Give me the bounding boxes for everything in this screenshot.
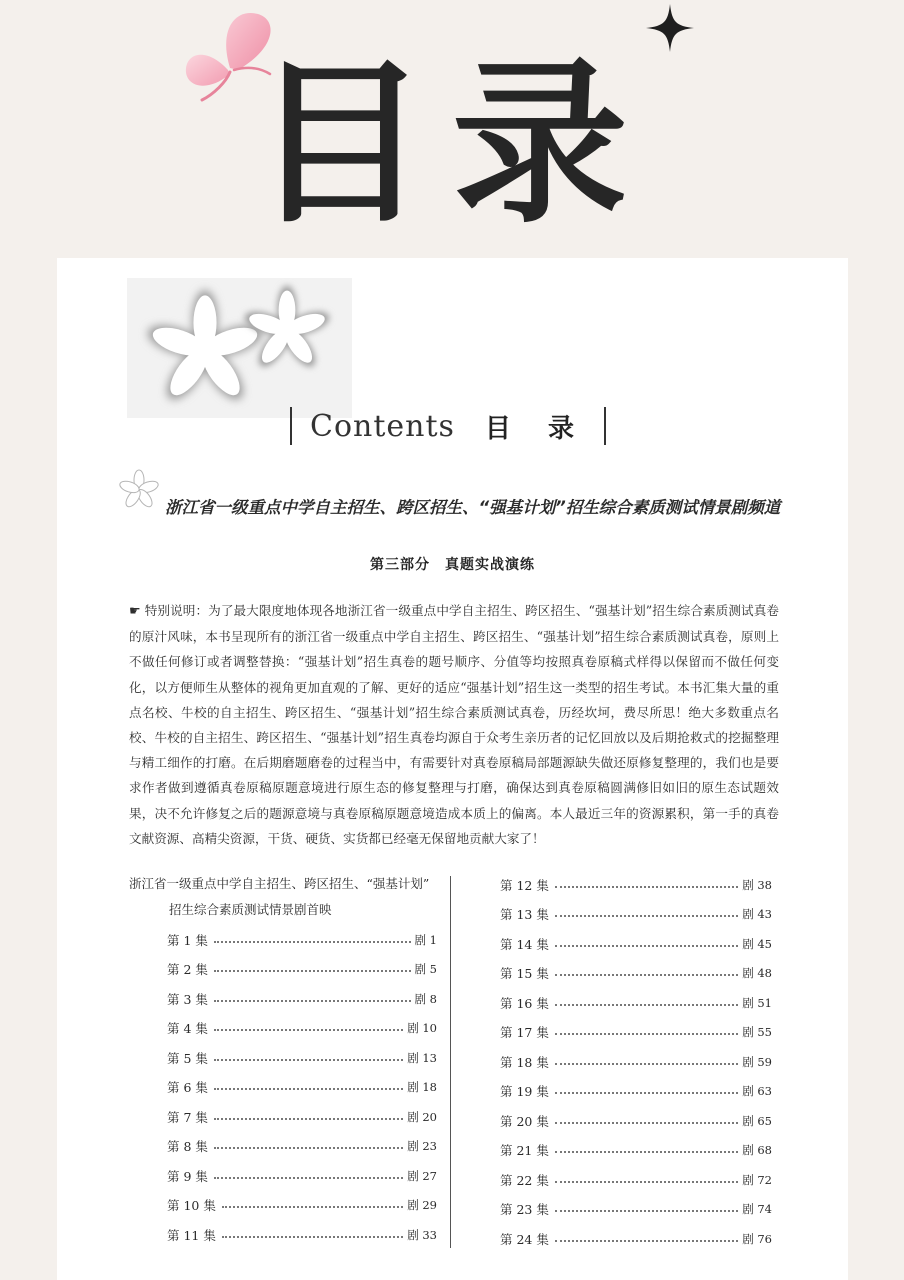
toc-entry-label: 第 20 集 xyxy=(500,1113,549,1129)
dot-leader xyxy=(555,1063,738,1065)
toc-entry-page: 剧 23 xyxy=(407,1139,437,1154)
toc-entry[interactable] xyxy=(500,1136,772,1166)
toc-entry[interactable] xyxy=(167,925,437,955)
toc-entry[interactable] xyxy=(167,1161,437,1191)
toc-entry[interactable] xyxy=(167,1073,437,1103)
toc-entry[interactable] xyxy=(500,1077,772,1107)
toc-entry[interactable] xyxy=(167,1014,437,1044)
toc-entry-page: 剧 65 xyxy=(742,1113,772,1128)
toc-entry-label: 第 5 集 xyxy=(167,1050,208,1066)
toc-entry-label: 第 8 集 xyxy=(167,1139,208,1155)
toc-entry-page: 剧 48 xyxy=(742,966,772,981)
toc-entry-label: 第 18 集 xyxy=(500,1054,549,1070)
toc-entry[interactable] xyxy=(500,929,772,959)
toc-entry[interactable] xyxy=(500,1165,772,1195)
part-title: 第三部分 真题实战演练 xyxy=(370,557,535,573)
toc-entry-page: 剧 74 xyxy=(742,1202,772,1217)
dot-leader xyxy=(555,945,738,947)
special-note xyxy=(129,598,779,851)
toc-entry-label: 第 10 集 xyxy=(167,1198,216,1214)
dot-leader xyxy=(555,1151,738,1153)
contents-heading xyxy=(290,406,606,446)
toc-entry[interactable] xyxy=(167,1220,437,1250)
toc-entry-label: 第 24 集 xyxy=(500,1231,549,1247)
toc-entry-label: 第 15 集 xyxy=(500,966,549,982)
toc-entry-label: 第 7 集 xyxy=(167,1109,208,1125)
dot-leader xyxy=(555,1240,738,1242)
toc-entry[interactable] xyxy=(500,959,772,989)
toc-entry[interactable] xyxy=(500,1106,772,1136)
dot-leader xyxy=(214,1118,403,1120)
toc-entry-label: 第 23 集 xyxy=(500,1202,549,1218)
toc-entry-page: 剧 10 xyxy=(407,1021,437,1036)
dot-leader xyxy=(555,915,738,917)
toc-entry-page: 剧 43 xyxy=(742,907,772,922)
toc-entry-page: 剧 59 xyxy=(742,1054,772,1069)
toc-entry-page: 剧 33 xyxy=(407,1227,437,1242)
toc-entry-page: 剧 76 xyxy=(742,1231,772,1246)
dot-leader xyxy=(222,1236,403,1238)
toc-entry[interactable] xyxy=(500,1018,772,1048)
toc-entry-page: 剧 18 xyxy=(407,1080,437,1095)
toc-section-title: 浙江省一级重点中学自主招生、跨区招生、“强基计划” xyxy=(129,876,430,891)
dot-leader xyxy=(555,1181,738,1183)
note-text: 特别说明：为了最大限度地体现各地浙江省一级重点中学自主招生、跨区招生、“强基计划”招生综合素质测试真卷的原汁风味，本书呈现所有的浙江省一级重点中学自主招生、跨区招生、“强基计划”招生综合素质测试真卷，原则上不做任何修订或者调整替换：“强基计划”招生真卷的题号顺序、分值等均按照真卷原稿式样得以保留而不做任何变化，以方便师生从整体的视角更加直观的了解、更好的适应“强基计划”招生这一类型的招生考试。本书汇集大量的重点名校、牛校的自主招生、跨区招生、“强基计划”招生综合素质测试真卷，历经坎坷，费尽所思！绝大多数重点名校、牛校的自主招生、跨区招生、“强基计划”招生真卷均源自于众考生亲历者的记忆回放以及后期抢救式的挖掘整理与精工细作的打磨。在后期磨题磨卷的过程当中，有需要针对真卷原稿局部题源缺失做还原修复整理的，我们也是要求作者做到遵循真卷原稿原题意境进行原生态的修复整理与打磨，确保达到真卷原稿圆满修旧如旧的原生态试题效果，决不允许修复之后的题源意境与真卷原稿原题意境造成本质上的偏离。本人最近三年的资源累积，第一手的真卷文献资源、高精尖资源，干货、硬货、实货都已经毫无保留地贡献大家了！ xyxy=(129,603,779,846)
toc-entry-label: 第 6 集 xyxy=(167,1080,208,1096)
dot-leader xyxy=(214,1059,403,1061)
toc-right-column xyxy=(500,870,775,1254)
contents-chinese: 目 录 xyxy=(484,413,588,444)
toc-entry-label: 第 17 集 xyxy=(500,1025,549,1041)
toc-entry-label: 第 19 集 xyxy=(500,1084,549,1100)
toc-entry[interactable] xyxy=(500,1047,772,1077)
toc-entry-label: 第 16 集 xyxy=(500,995,549,1011)
divider-bar xyxy=(604,407,606,445)
toc-entry[interactable] xyxy=(167,984,437,1014)
toc-entry-page: 剧 27 xyxy=(407,1168,437,1183)
dot-leader xyxy=(555,1033,738,1035)
toc-entry-page: 剧 72 xyxy=(742,1172,772,1187)
toc-entry-label: 第 9 集 xyxy=(167,1168,208,1184)
toc-entry[interactable] xyxy=(500,1224,772,1254)
toc-entry[interactable] xyxy=(500,870,772,900)
toc-entry-page: 剧 8 xyxy=(414,991,437,1006)
dot-leader xyxy=(214,1147,403,1149)
small-flower-icon xyxy=(117,468,161,512)
toc-entry-page: 剧 13 xyxy=(407,1050,437,1065)
toc-left-column xyxy=(129,873,459,1250)
channel-banner: 浙江省一级重点中学自主招生、跨区招生、“强基计划”招生综合素质测试情景剧频道 xyxy=(165,498,781,517)
toc-entry-label: 第 22 集 xyxy=(500,1172,549,1188)
toc-entry-label: 第 2 集 xyxy=(167,962,208,978)
dot-leader xyxy=(214,1000,411,1002)
toc-entry-label: 第 14 集 xyxy=(500,936,549,952)
toc-entry-page: 剧 63 xyxy=(742,1084,772,1099)
toc-entry-label: 第 3 集 xyxy=(167,991,208,1007)
toc-entry[interactable] xyxy=(167,1132,437,1162)
dot-leader xyxy=(214,1177,403,1179)
dot-leader xyxy=(555,1004,738,1006)
page-title: 目录 xyxy=(251,42,652,247)
dot-leader xyxy=(214,970,411,972)
toc-entry-page: 剧 68 xyxy=(742,1143,772,1158)
toc-entry[interactable] xyxy=(167,1102,437,1132)
toc-entry-label: 第 1 集 xyxy=(167,932,208,948)
toc-entry-label: 第 11 集 xyxy=(167,1227,216,1243)
toc-entry[interactable] xyxy=(167,1043,437,1073)
flower-decoration-icon xyxy=(127,278,352,418)
toc-entry-label: 第 12 集 xyxy=(500,877,549,893)
divider-bar xyxy=(290,407,292,445)
toc-entry-page: 剧 20 xyxy=(407,1109,437,1124)
toc-entry-page: 剧 5 xyxy=(414,962,437,977)
dot-leader xyxy=(222,1206,403,1208)
toc-entry-label: 第 13 集 xyxy=(500,907,549,923)
dot-leader xyxy=(214,1029,403,1031)
document-page xyxy=(57,258,848,1280)
toc-entry-page: 剧 38 xyxy=(742,877,772,892)
toc-entry[interactable] xyxy=(500,900,772,930)
toc-entry-page: 剧 29 xyxy=(407,1198,437,1213)
dot-leader xyxy=(555,886,738,888)
toc-entry-page: 剧 51 xyxy=(742,995,772,1010)
contents-english: Contents xyxy=(310,408,455,444)
column-divider xyxy=(450,876,451,1248)
dot-leader xyxy=(214,1088,403,1090)
toc-entry-page: 剧 55 xyxy=(742,1025,772,1040)
toc-entry-page: 剧 1 xyxy=(414,932,437,947)
toc-entry[interactable] xyxy=(167,955,437,985)
pointing-hand-icon: ☛ xyxy=(129,604,141,619)
toc-entry[interactable] xyxy=(500,988,772,1018)
dot-leader xyxy=(555,1122,738,1124)
dot-leader xyxy=(555,974,738,976)
dot-leader xyxy=(555,1210,738,1212)
dot-leader xyxy=(555,1092,738,1094)
toc-entry-label: 第 21 集 xyxy=(500,1143,549,1159)
toc-entry[interactable] xyxy=(500,1195,772,1225)
toc-entry-page: 剧 45 xyxy=(742,936,772,951)
dot-leader xyxy=(214,941,411,943)
toc-entry-label: 第 4 集 xyxy=(167,1021,208,1037)
toc-section-subtitle: 招生综合素质测试情景剧首映 xyxy=(169,902,332,917)
toc-entry[interactable] xyxy=(167,1191,437,1221)
